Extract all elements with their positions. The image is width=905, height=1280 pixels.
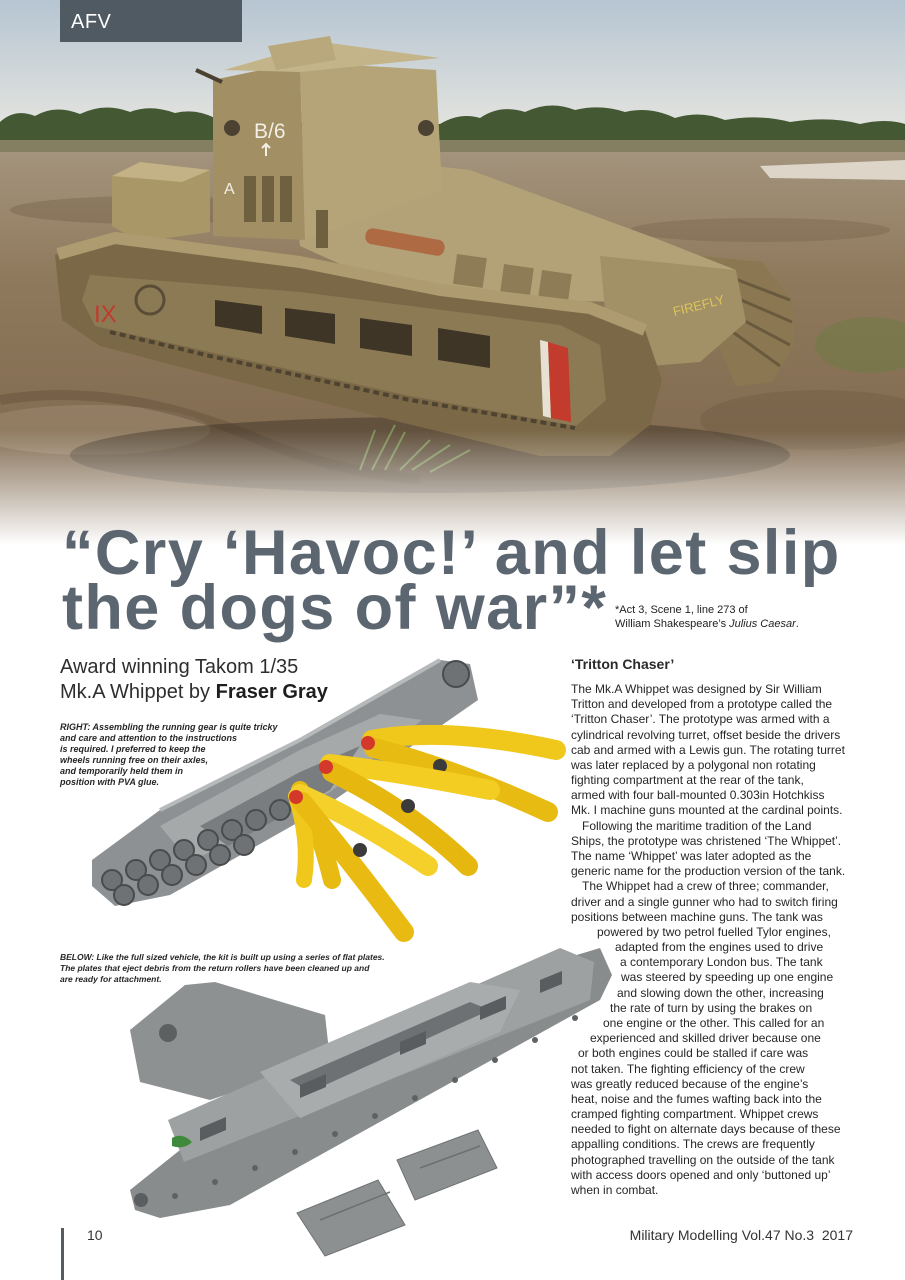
article-line: with access doors opened and only ‘buttoned up’	[571, 1168, 831, 1182]
caption-right-line: position with PVA glue.	[60, 777, 159, 787]
headline-line-1: “Cry ‘Havoc!’ and let slip	[62, 518, 841, 588]
article-line: was later replaced by a polygonal non rotating	[571, 758, 816, 772]
publication-issue: Military Modelling Vol.47 No.3 2017	[629, 1227, 853, 1243]
caption-below-line: The plates that eject debris from the return rollers have been cleaned up and	[60, 963, 370, 973]
article-line: The name ‘Whippet’ was later adopted as the	[571, 849, 812, 863]
page-number: 10	[87, 1227, 103, 1243]
article-line: fighting compartment at the rear of the tank,	[571, 773, 804, 787]
footnote-text: William Shakespeare’s	[615, 618, 730, 630]
article-line: and slowing down the other, increasing	[617, 986, 824, 1000]
tank-side-letter-marking: A	[224, 181, 235, 198]
article-line: Mk. I machine guns mounted at the cardinal points.	[571, 803, 843, 817]
section-tag: AFV	[60, 0, 242, 42]
article-line: the rate of turn by using the brakes on	[610, 1001, 813, 1015]
article-line: appalling conditions. The crews are frequently	[571, 1137, 815, 1151]
article-line: armed with four ball-mounted 0.303in Hotchkiss	[571, 788, 825, 802]
article-line: cramped fighting compartment. Whippet crews	[571, 1107, 819, 1121]
article-line: Tritton and developed from a prototype called the	[571, 697, 833, 711]
standfirst-text: Mk.A Whippet by	[60, 681, 216, 703]
article-line: ‘Tritton Chaser’. The prototype was armed with a	[571, 712, 830, 726]
article-line: not taken. The fighting efficiency of the crew	[571, 1062, 805, 1076]
article-line: a contemporary London bus. The tank	[620, 955, 823, 969]
article-line: cab and armed with a Lewis gun. The rotating turret	[571, 743, 845, 757]
article-line: Following the maritime tradition of the Land	[582, 819, 812, 833]
article-line: or both engines could be stalled if care was	[578, 1046, 809, 1060]
caption-below-line: are ready for attachment.	[60, 974, 162, 984]
caption-right-line: and temporarily held them in	[60, 766, 184, 776]
footnote-play-title: Julius Caesar	[729, 618, 796, 630]
photo-hull-plates	[125, 935, 615, 1260]
article-line: The Whippet had a crew of three; commander,	[582, 879, 829, 893]
tank-unit-marking: B/6	[254, 120, 286, 143]
caption-right-line: wheels running free on their axles,	[60, 755, 209, 765]
article-line: driver and a single gunner who had to switch firing	[571, 895, 838, 909]
tank-number-marking: IX	[94, 301, 117, 328]
photo-running-gear-clamped	[88, 652, 568, 944]
article-line: The Mk.A Whippet was designed by Sir William	[571, 682, 822, 696]
footnote-line-1: *Act 3, Scene 1, line 273 of	[615, 604, 748, 616]
article-line: cylindrical revolving turret, offset beside the drivers	[571, 728, 841, 742]
hero-photo-whippet-tank	[0, 0, 905, 545]
footnote-line-2	[615, 617, 799, 631]
tank-name-marking: FIREFLY	[671, 291, 726, 320]
article-line: one engine or the other. This called for an	[603, 1016, 825, 1030]
caption-right-line: and care and attention to the instructions	[60, 733, 238, 743]
article-heading: ‘Tritton Chaser’	[571, 656, 675, 672]
footnote-end: .	[795, 618, 799, 630]
article-line: positions between machine guns. The tank was	[571, 910, 823, 924]
article-line: when in combat.	[571, 1183, 659, 1197]
standfirst-line-1: Award winning Takom 1/35	[60, 656, 299, 678]
article-line: generic name for the production version of the tank.	[571, 864, 846, 878]
article-line: adapted from the engines used to drive	[615, 940, 824, 954]
footer-rule	[61, 1228, 64, 1280]
caption-right-line: is required. I preferred to keep the	[60, 744, 206, 754]
author-name: Fraser Gray	[215, 681, 328, 703]
article-line: Ships, the prototype was christened ‘The Whippet’.	[571, 834, 842, 848]
article-line: was steered by speeding up one engine	[621, 970, 834, 984]
article-line: heat, noise and the fumes wafting back into the	[571, 1092, 822, 1106]
article-line: powered by two petrol fuelled Tylor engines,	[597, 925, 831, 939]
article-line: experienced and skilled driver because one	[590, 1031, 821, 1045]
headline-line-2: the dogs of war”*	[62, 573, 608, 643]
caption-right-line: RIGHT: Assembling the running gear is quite tricky	[60, 722, 278, 732]
caption-below-line: BELOW: Like the full sized vehicle, the kit is built up using a series of flat plates.	[60, 952, 385, 962]
article-line: photographed travelling on the outside of the tank	[571, 1153, 835, 1167]
article-line: was greatly reduced because of the engine’s	[571, 1077, 809, 1091]
article-line: needed to fight on alternate days because of these	[571, 1122, 841, 1136]
